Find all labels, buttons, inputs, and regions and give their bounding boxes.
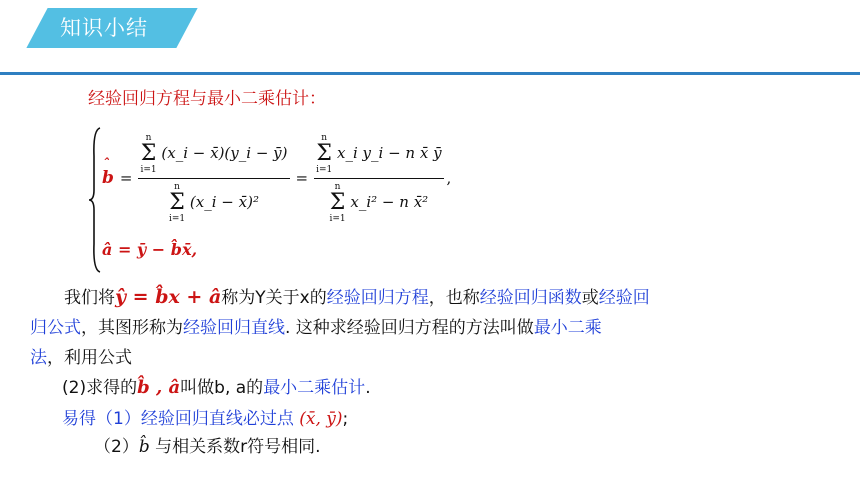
left-brace — [88, 126, 102, 274]
denominator-1 — [138, 179, 289, 224]
text: ，利用公式 — [47, 348, 132, 368]
text: 与相关系数r符号相同. — [149, 437, 321, 457]
b-hat-symbol: b̂ — [138, 437, 150, 457]
text: ; — [342, 409, 349, 429]
keyword: 最小二乘估计 — [263, 378, 366, 398]
text: 我们将 — [64, 288, 115, 308]
text: 易得（1）经验回归直线必过点 — [62, 409, 294, 429]
text: ，也称 — [428, 288, 480, 308]
text: （2） — [94, 437, 139, 457]
text: 称为Y关于x的 — [221, 288, 327, 308]
text: (2)求得的 — [62, 378, 138, 398]
sum-symbol: n Σ i=1 — [168, 181, 186, 224]
mean-point: (x̄, ȳ) — [299, 409, 343, 429]
keyword: 经验回 — [598, 288, 650, 308]
regression-expression: ŷ = b̂x + â — [115, 286, 222, 308]
numerator-1-expr: (x_i − x̄)(y_i − ȳ) — [161, 143, 288, 162]
hat-mark: ˆ — [103, 157, 110, 172]
denominator-2-expr: x_i² − n x̄² — [350, 192, 429, 211]
section-heading: 经验回归方程与最小二乘估计： — [88, 89, 326, 109]
numerator-2 — [314, 133, 443, 179]
equals-sign: = — [295, 169, 309, 187]
text: . 这种求经验回归方程的方法叫做 — [285, 318, 534, 338]
keyword: 经验回归直线 — [183, 318, 285, 338]
page-title: 知识小结 — [60, 16, 148, 40]
keyword: 法 — [30, 348, 47, 368]
estimate-expression: b̂ , â — [137, 377, 181, 398]
b-hat-equation — [102, 130, 451, 226]
sum-symbol: n Σ i=1 — [329, 181, 346, 224]
keyword: 归公式 — [30, 318, 81, 338]
header-divider — [0, 72, 860, 75]
keyword: 经验回归方程 — [326, 288, 429, 308]
sum-symbol: n Σ i=1 — [140, 132, 157, 175]
least-squares-formula — [102, 130, 451, 259]
text: 或 — [581, 288, 599, 308]
b-hat-lhs: ˆ b — [102, 157, 114, 188]
text: . — [365, 378, 371, 398]
line-property-1 — [62, 404, 812, 434]
equals-sign: = — [119, 169, 133, 187]
keyword: 最小二乘 — [533, 318, 602, 338]
fraction-2 — [314, 133, 443, 224]
line-estimate — [62, 373, 812, 403]
paragraph-definition — [30, 282, 780, 373]
numerator-2-expr: x_i y_i − n x̄ ȳ — [337, 143, 442, 162]
line-property-2 — [94, 432, 844, 462]
sum-symbol: n Σ i=1 — [316, 132, 333, 175]
denominator-2 — [314, 179, 443, 224]
a-hat-equation: â = ȳ − b̂x̄, — [102, 240, 198, 259]
numerator-1 — [138, 133, 289, 179]
text: 叫做b, a的 — [180, 378, 264, 398]
formula-comma: , — [446, 169, 452, 187]
denominator-1-expr: (x_i − x̄)² — [189, 192, 259, 211]
keyword: 经验回归函数 — [479, 288, 582, 308]
text: ，其图形称为 — [81, 318, 183, 338]
fraction-1 — [138, 133, 289, 224]
